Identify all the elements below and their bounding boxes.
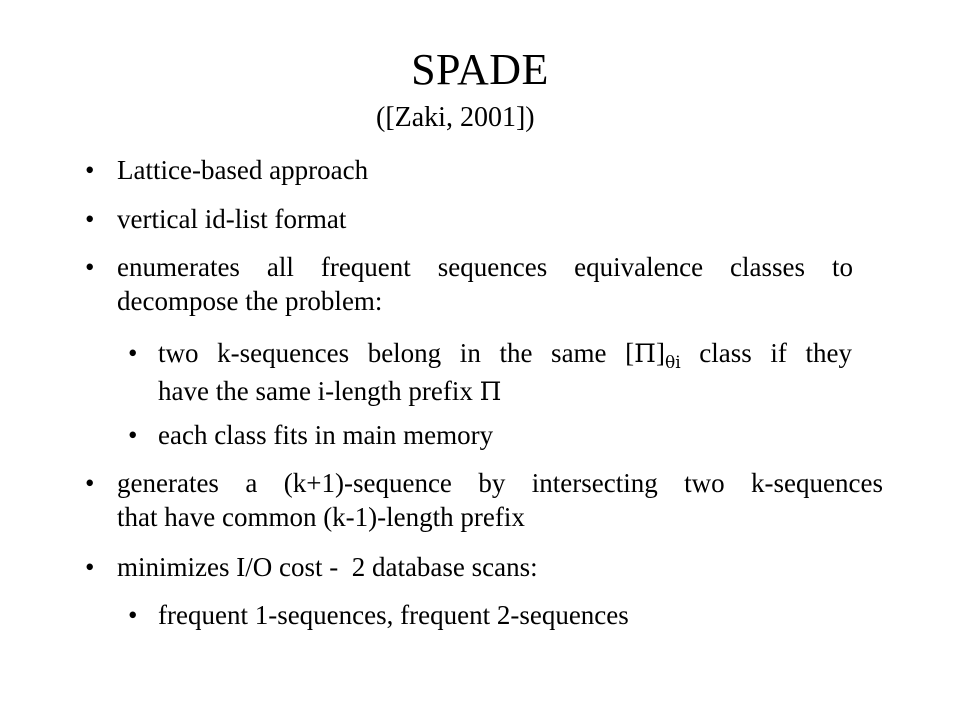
bullet-dot: • <box>85 155 95 185</box>
text-run: class if they <box>680 338 852 368</box>
text-run: two k-sequences belong in the same [ <box>158 338 635 368</box>
bullet-dot: • <box>128 420 138 450</box>
bullet-text-line: enumerates all frequent sequences equivalence classes to <box>117 252 853 282</box>
bullet-item <box>85 550 897 584</box>
sub-bullet-item <box>128 336 852 409</box>
bullet-item <box>85 250 853 318</box>
bullet-text: minimizes I/O cost - 2 database scans: <box>117 552 538 582</box>
text-run: have the same i-length prefix <box>158 376 480 406</box>
slide-title: SPADE <box>411 45 549 94</box>
sub-bullet-item <box>128 598 898 632</box>
bullet-dot: • <box>128 600 138 630</box>
slide-subtitle: ([Zaki, 2001]) <box>376 102 535 133</box>
bullet-text: frequent 1-sequences, frequent 2-sequences <box>158 600 629 630</box>
bullet-text: each class fits in main memory <box>158 420 494 450</box>
bullet-item <box>85 202 897 236</box>
bullet-text-line: that have common (k-1)-length prefix <box>117 502 525 532</box>
sub-bullet-item <box>128 418 898 452</box>
bullet-text-line: decompose the problem: <box>117 286 383 316</box>
pi-symbol: Π <box>634 339 656 368</box>
subscript-theta-i: θi <box>664 353 681 373</box>
bullet-text: Lattice-based approach <box>117 155 369 185</box>
bullet-item <box>85 153 897 187</box>
bullet-dot: • <box>128 338 138 368</box>
pi-symbol: Π <box>479 377 502 406</box>
bullet-text: vertical id-list format <box>117 204 347 234</box>
text-run: ] <box>655 338 665 368</box>
bullet-text-line <box>158 374 852 409</box>
bullet-dot: • <box>85 552 95 582</box>
bullet-dot: • <box>85 468 95 498</box>
bullet-text-line: generates a (k+1)-sequence by intersecting two k-sequences <box>117 468 883 498</box>
bullet-dot: • <box>85 204 95 234</box>
bullet-item <box>85 466 883 534</box>
bullet-dot: • <box>85 252 95 282</box>
bullet-text-line <box>158 336 852 374</box>
